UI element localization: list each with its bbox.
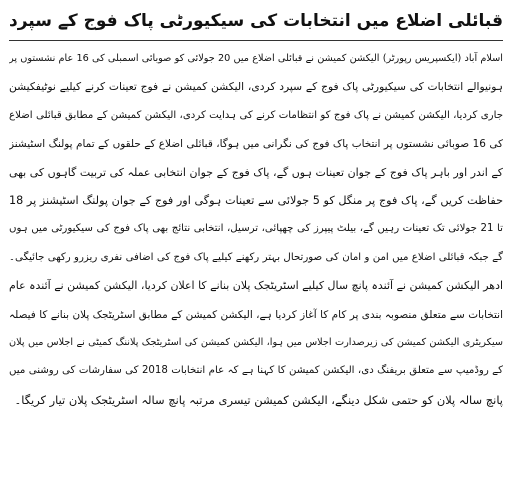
article-line: ہونیوالے انتخابات کی سیکیورٹی پاک فوج کے سپرد کردی، الیکشن کمیشن نے فوج تعینات کرنے کیلیے نوٹیفکیشن	[9, 80, 503, 94]
headline-divider	[9, 40, 503, 41]
article-line: ادھر الیکشن کمیشن نے آئندہ پانچ سال کیلیے اسٹریٹجک پلان بنانے کا اعلان کردیا، الیکشن کمیشن نے آئندہ عام	[9, 279, 503, 293]
article-line: پانچ سالہ پلان کو حتمی شکل دینگے، الیکشن کمیشن تیسری مرتبہ پانچ سالہ اسٹریٹجک پلان تیار کریگا۔	[14, 392, 503, 407]
article-line: گے جبکہ قبائلی اضلاع میں امن و امان کی صورتحال بہتر رکھنے کیلیے پاک فوج کی اضافی نفری ریزرو رکھی جائیگی۔	[9, 251, 503, 263]
article-line: اسلام آباد (ایکسپریس رپورٹر) الیکشن کمیشن نے قبائلی اضلاع میں 20 جولائی کو صوبائی اسمبلی کی 16 عام نشستوں پر	[9, 53, 503, 64]
article-line: حفاظت کریں گے، پاک فوج پر منگل کو 5 جولائی سے تعینات ہوگی اور فوج کے جوان پولنگ اسٹیشنز پر 18	[9, 193, 503, 207]
article-line: کے روڈمیپ سے متعلق بریفنگ دی، الیکشن کمیشن کا کہنا ہے کہ عام انتخابات 2018 کی سفارشات کی روشنی میں	[9, 365, 503, 377]
article-line: تا 21 جولائی تک تعینات رہیں گے، بیلٹ پیپرز کی چھپائی، ترسیل، انتخابی نتائج بھی پاک فوج کی سیکیورٹی میں ہوں	[9, 223, 503, 235]
article-line: سیکریٹری الیکشن کمیشن کی زیرصدارت اجلاس میں ہوا، الیکشن کمیشن کی اسٹریٹجک پلاننگ کمیٹی نے اجلاس میں پلان	[9, 336, 503, 348]
headline: قبائلی اضلاع میں انتخابات کی سیکیورٹی پاک فوج کے سپرد	[9, 11, 503, 31]
article-line: انتخابات سے متعلق منصوبہ بندی پر کام کا آغاز کردیا ہے، الیکشن کمیشن کے مطابق اسٹریٹجک پلان بنانے کا فیصلہ	[9, 308, 503, 321]
article-line: کی 16 صوبائی نشستوں پر انتخاب پاک فوج کی نگرانی میں ہوگا، قبائلی اضلاع کے حلقوں کے تمام پولنگ اسٹیشنز	[9, 138, 503, 151]
article-line: جاری کردیا، الیکشن کمیشن نے پاک فوج کو انتظامات کرنے کی ہدایت کردی، الیکشن کمیشن کے مطابق قبائلی اضلاع	[9, 109, 503, 121]
article-body	[9, 45, 503, 414]
article-line: کے اندر اور باہر پاک فوج کے جوان تعینات ہوں گے، پاک فوج کے جوان انتخابی عملہ کی تربیت گاہوں کی بھی	[9, 165, 503, 179]
